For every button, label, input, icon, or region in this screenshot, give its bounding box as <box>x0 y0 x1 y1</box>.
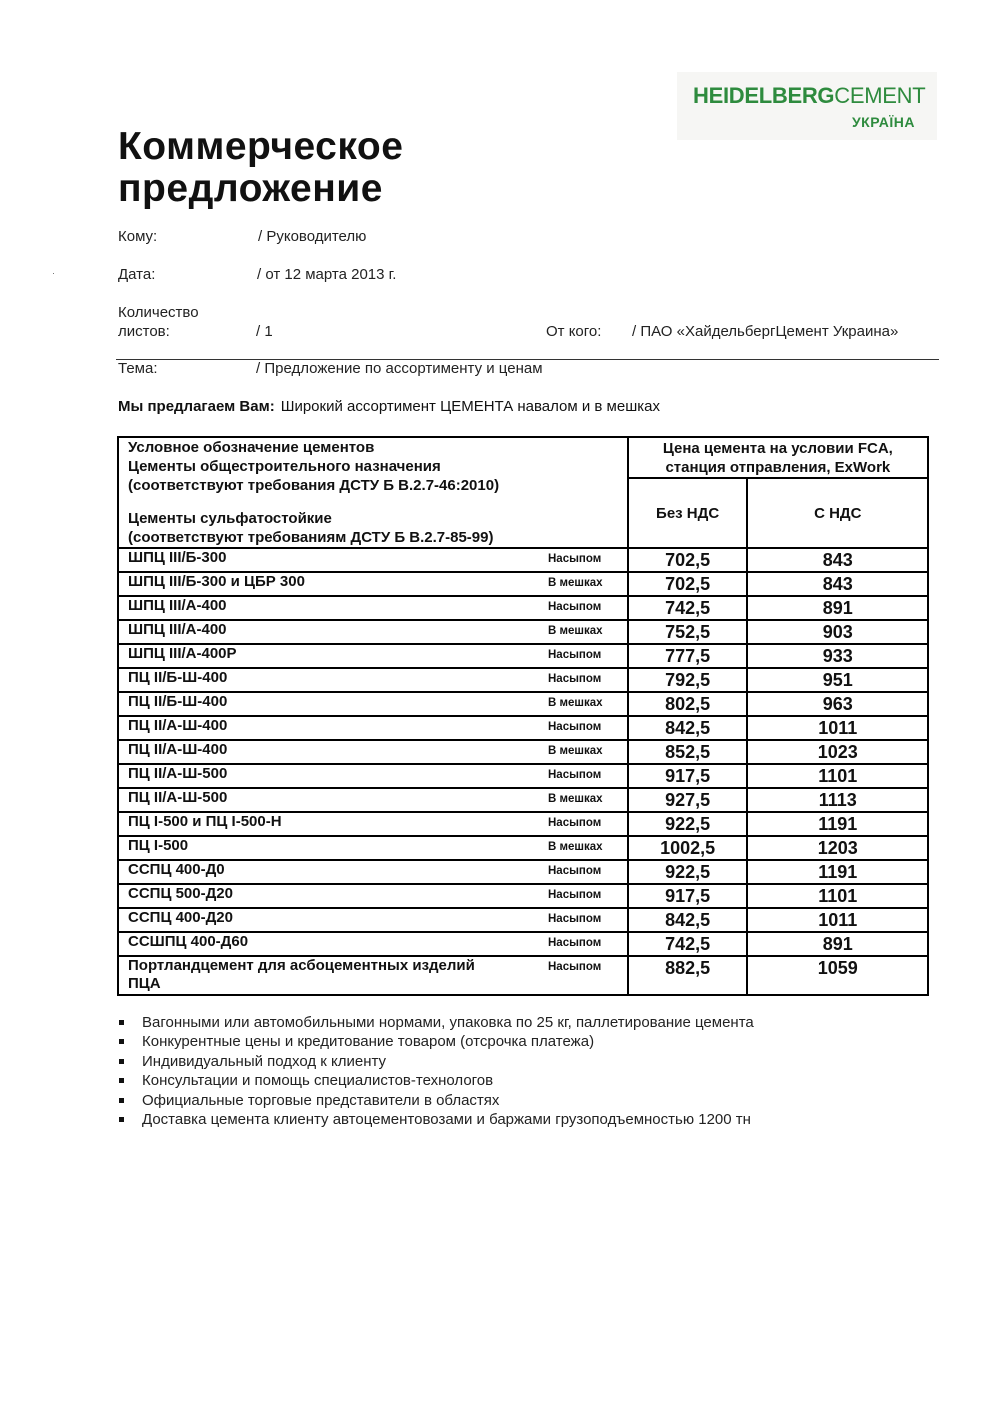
sheets-label-line-2: листов: <box>118 323 170 340</box>
price-no-vat: 842,5 <box>628 716 748 740</box>
packaging-type: В мешках <box>548 841 603 853</box>
title-line-2: предложение <box>118 167 383 210</box>
to-label: Кому: <box>118 228 158 245</box>
table-row <box>118 716 928 740</box>
price-vat: 933 <box>747 644 928 668</box>
packaging-type: Насыпом <box>548 721 602 733</box>
cement-name-cell <box>118 572 628 596</box>
price-no-vat: 922,5 <box>628 860 748 884</box>
page-title <box>118 126 403 210</box>
table-row <box>118 692 928 716</box>
table-row <box>118 788 928 812</box>
cement-name-cell <box>118 860 628 884</box>
packaging-type: Насыпом <box>548 913 602 925</box>
benefits-list <box>118 1013 754 1129</box>
price-no-vat: 742,5 <box>628 932 748 956</box>
cement-name-cell <box>118 740 628 764</box>
price-table <box>117 436 929 996</box>
table-row <box>118 596 928 620</box>
header-price-line-1: Цена цемента на условии FCA, <box>662 440 893 457</box>
price-vat: 1101 <box>747 764 928 788</box>
cement-name-cell <box>118 956 628 995</box>
price-no-vat: 752,5 <box>628 620 748 644</box>
packaging-type: Насыпом <box>548 601 602 613</box>
price-no-vat: 852,5 <box>628 740 748 764</box>
price-vat: 903 <box>747 620 928 644</box>
header-price-line-2: станция отправления, ExWork <box>665 459 891 476</box>
header-line: Условное обозначение цементов <box>128 439 375 456</box>
packaging-type: Насыпом <box>548 889 602 901</box>
list-item: Вагонными или автомобильными нормами, упаковка по 25 кг, паллетирование цемента <box>118 1013 754 1032</box>
column-header-vat: С НДС <box>747 478 928 548</box>
cement-name: Портландцемент для асбоцементных изделий <box>128 957 475 974</box>
packaging-type: В мешках <box>548 577 603 589</box>
table-row <box>118 908 928 932</box>
list-item: Консультации и помощь специалистов-технологов <box>118 1071 754 1090</box>
table-row <box>118 956 928 995</box>
cement-name: ССПЦ 400-Д0 <box>128 861 225 878</box>
date-value: / от 12 марта 2013 г. <box>257 266 397 283</box>
header-line: Цементы сульфатостойкие <box>128 510 332 527</box>
table-row <box>118 932 928 956</box>
cement-name: ПЦ II/А-Ш-500 <box>128 789 228 806</box>
cement-name: ПЦ II/Б-Ш-400 <box>128 693 228 710</box>
cement-name: ССШПЦ 400-Д60 <box>128 933 249 950</box>
price-no-vat: 917,5 <box>628 764 748 788</box>
cement-name: ССПЦ 400-Д20 <box>128 909 233 926</box>
price-no-vat: 742,5 <box>628 596 748 620</box>
cement-name-cell <box>118 716 628 740</box>
logo-country: УКРАЇНА <box>851 114 915 130</box>
price-no-vat: 917,5 <box>628 884 748 908</box>
table-row <box>118 572 928 596</box>
price-no-vat: 922,5 <box>628 812 748 836</box>
price-no-vat: 777,5 <box>628 644 748 668</box>
logo-brand <box>693 83 925 109</box>
cement-name-cell <box>118 836 628 860</box>
cement-name: ССПЦ 500-Д20 <box>128 885 233 902</box>
cement-name-cell <box>118 908 628 932</box>
packaging-type: Насыпом <box>548 649 602 661</box>
price-no-vat: 842,5 <box>628 908 748 932</box>
price-vat: 843 <box>747 548 928 572</box>
offer-text: Широкий ассортимент ЦЕМЕНТА навалом и в мешках <box>280 398 660 415</box>
table-header-row <box>118 437 928 478</box>
price-vat: 843 <box>747 572 928 596</box>
cement-name-line-2: ПЦА <box>128 975 161 992</box>
table-row <box>118 548 928 572</box>
cement-name: ПЦ II/А-Ш-400 <box>128 717 228 734</box>
price-vat: 1113 <box>747 788 928 812</box>
packaging-type: Насыпом <box>548 553 602 565</box>
price-no-vat: 927,5 <box>628 788 748 812</box>
table-row <box>118 860 928 884</box>
table-row <box>118 884 928 908</box>
price-no-vat: 792,5 <box>628 668 748 692</box>
cement-name: ШПЦ III/А-400 <box>128 621 227 638</box>
cement-name-cell <box>118 884 628 908</box>
list-item: Доставка цемента клиенту автоцементовозами и баржами грузоподъемностью 1200 тн <box>118 1110 754 1129</box>
packaging-type: Насыпом <box>548 961 602 973</box>
price-vat: 1011 <box>747 908 928 932</box>
title-line-1: Коммерческое <box>118 125 404 168</box>
stray-dot <box>53 273 54 274</box>
price-no-vat: 882,5 <box>628 956 748 995</box>
price-vat: 963 <box>747 692 928 716</box>
offer-label: Мы предлагаем Вам: <box>118 398 275 415</box>
price-vat: 1059 <box>747 956 928 995</box>
price-vat: 1191 <box>747 812 928 836</box>
packaging-type: В мешках <box>548 745 603 757</box>
sheets-value: / 1 <box>256 323 273 340</box>
cement-name-cell <box>118 764 628 788</box>
cement-name-cell <box>118 812 628 836</box>
price-no-vat: 702,5 <box>628 548 748 572</box>
from-value: / ПАО «ХайдельбергЦемент Украина» <box>632 323 899 340</box>
table-row <box>118 764 928 788</box>
cement-name: ПЦ II/А-Ш-400 <box>128 741 228 758</box>
to-value: / Руководителю <box>258 228 367 245</box>
table-header-description <box>118 437 628 548</box>
list-item: Конкурентные цены и кредитование товаром (отсрочка платежа) <box>118 1032 754 1051</box>
date-label: Дата: <box>118 266 156 283</box>
sheets-label-line-1: Количество <box>118 304 199 321</box>
table-row <box>118 668 928 692</box>
price-vat: 1023 <box>747 740 928 764</box>
price-vat: 951 <box>747 668 928 692</box>
packaging-type: В мешках <box>548 793 603 805</box>
company-logo <box>677 72 937 140</box>
packaging-type: Насыпом <box>548 769 602 781</box>
table-row <box>118 740 928 764</box>
cement-name-cell <box>118 932 628 956</box>
cement-name: ПЦ II/Б-Ш-400 <box>128 669 228 686</box>
price-no-vat: 802,5 <box>628 692 748 716</box>
price-no-vat: 702,5 <box>628 572 748 596</box>
header-line: Цементы общестроительного назначения <box>128 458 441 475</box>
list-item: Индивидуальный подход к клиенту <box>118 1052 754 1071</box>
price-vat: 1011 <box>747 716 928 740</box>
table-row <box>118 644 928 668</box>
cement-name: ПЦ II/А-Ш-500 <box>128 765 228 782</box>
price-vat: 1101 <box>747 884 928 908</box>
subject-label: Тема: <box>118 360 158 377</box>
cement-name-cell <box>118 668 628 692</box>
logo-brand-bold: HEIDELBERG <box>693 83 835 108</box>
cement-name-cell <box>118 788 628 812</box>
table-row <box>118 620 928 644</box>
cement-name-cell <box>118 692 628 716</box>
table-row <box>118 812 928 836</box>
header-line: (соответствуют требования ДСТУ Б В.2.7-46:2010) <box>128 477 500 494</box>
price-vat: 1191 <box>747 860 928 884</box>
cement-name-cell <box>118 548 628 572</box>
price-vat: 891 <box>747 932 928 956</box>
table-header-price <box>628 437 928 478</box>
price-vat: 1203 <box>747 836 928 860</box>
cement-name-cell <box>118 596 628 620</box>
cement-name: ШПЦ III/Б-300 <box>128 549 227 566</box>
from-label: От кого: <box>546 323 602 340</box>
header-line: (соответствуют требованиям ДСТУ Б В.2.7-85-99) <box>128 529 494 546</box>
column-header-no-vat: Без НДС <box>628 478 748 548</box>
subject-value: / Предложение по ассортименту и ценам <box>256 360 543 377</box>
cement-name: ПЦ I-500 и ПЦ I-500-Н <box>128 813 282 830</box>
packaging-type: В мешках <box>548 697 603 709</box>
cement-name: ШПЦ III/А-400 <box>128 597 227 614</box>
packaging-type: Насыпом <box>548 817 602 829</box>
offer-line <box>118 398 660 415</box>
cement-name: ПЦ I-500 <box>128 837 189 854</box>
price-vat: 891 <box>747 596 928 620</box>
price-no-vat: 1002,5 <box>628 836 748 860</box>
packaging-type: Насыпом <box>548 937 602 949</box>
packaging-type: В мешках <box>548 625 603 637</box>
packaging-type: Насыпом <box>548 673 602 685</box>
cement-name: ШПЦ III/Б-300 и ЦБР 300 <box>128 573 305 590</box>
cement-name-cell <box>118 644 628 668</box>
packaging-type: Насыпом <box>548 865 602 877</box>
list-item: Официальные торговые представители в областях <box>118 1091 754 1110</box>
table-row <box>118 836 928 860</box>
cement-name: ШПЦ III/А-400Р <box>128 645 237 662</box>
cement-name-cell <box>118 620 628 644</box>
logo-brand-light: CEMENT <box>834 83 926 108</box>
